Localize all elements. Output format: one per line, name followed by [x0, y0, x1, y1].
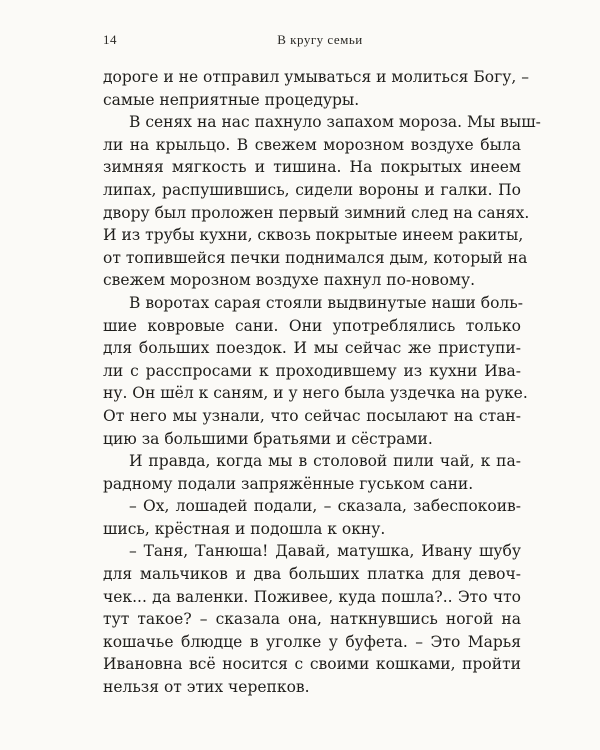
text-line: Ивановна всё носится с своими кошками, пройти — [103, 655, 521, 674]
paragraph — [103, 292, 528, 450]
text-line: – Таня, Танюша! Давай, матушка, Ивану шубу — [129, 542, 521, 561]
text-line: ли с расспросами к проходившему из кухни Ива- — [103, 361, 521, 380]
paragraph — [103, 450, 521, 495]
text-line: липах, распушившись, сидели вороны и галки. По — [103, 180, 521, 199]
text-line: В сенях на нас пахнуло запахом мороза. Мы выш- — [129, 113, 541, 132]
text-line: тут такое? – сказала она, наткнувшись ногой на — [103, 610, 521, 629]
text-line: чек... да валенки. Поживее, куда пошла?.. Это что — [103, 587, 521, 606]
page-header — [0, 32, 600, 52]
text-line: для больших поездок. И мы сейчас же приступи- — [103, 339, 521, 358]
text-line: ли на крыльцо. В свежем морозном воздухе была — [103, 135, 521, 154]
paragraph — [103, 66, 529, 111]
text-line: От него мы узнали, что сейчас посылают на стан- — [103, 406, 521, 425]
text-line: кошачье блюдце в уголке у буфета. – Это Марья — [103, 632, 521, 651]
text-line: дороге и не отправил умываться и молиться Богу, – — [103, 68, 529, 86]
paragraph — [103, 495, 521, 540]
text-line: шись, крёстная и подошла к окну. — [103, 519, 386, 538]
text-line: И из трубы кухни, сквозь покрытые инеем ракиты, — [103, 226, 524, 245]
text-line: ну. Он шёл к саням, и у него была уздечка на руке. — [103, 384, 528, 403]
text-line: И правда, когда мы в столовой пили чай, к па- — [129, 452, 521, 471]
text-line: нельзя от этих черепков. — [103, 678, 310, 697]
text-line: свежем морозном воздухе пахнул по-новому. — [103, 271, 476, 290]
text-line: двору был проложен первый зимний след на санях. — [103, 203, 530, 222]
paragraph — [103, 111, 541, 292]
text-line: цию за большими братьями и сёстрами. — [103, 429, 433, 448]
text-line: для мальчиков и два больших платка для девоч- — [103, 565, 521, 584]
text-line: зимняя мягкость и тишина. На покрытых инеем — [103, 158, 521, 177]
text-line: – Ох, лошадей подали, – сказала, забеспокоив- — [129, 497, 521, 516]
text-line: самые неприятные процедуры. — [103, 90, 360, 109]
text-line: радному подали запряжённые гуськом сани. — [103, 474, 474, 493]
body-text — [103, 66, 541, 699]
text-line: шие ковровые сани. Они употреблялись только — [103, 316, 521, 335]
paragraph — [103, 540, 521, 698]
text-line: В воротах сарая стояли выдвинутые наши боль- — [129, 293, 523, 312]
running-title: В кругу семьи — [277, 32, 363, 47]
page-number: 14 — [103, 32, 117, 47]
text-line: от топившейся печки поднимался дым, который на — [103, 248, 528, 267]
